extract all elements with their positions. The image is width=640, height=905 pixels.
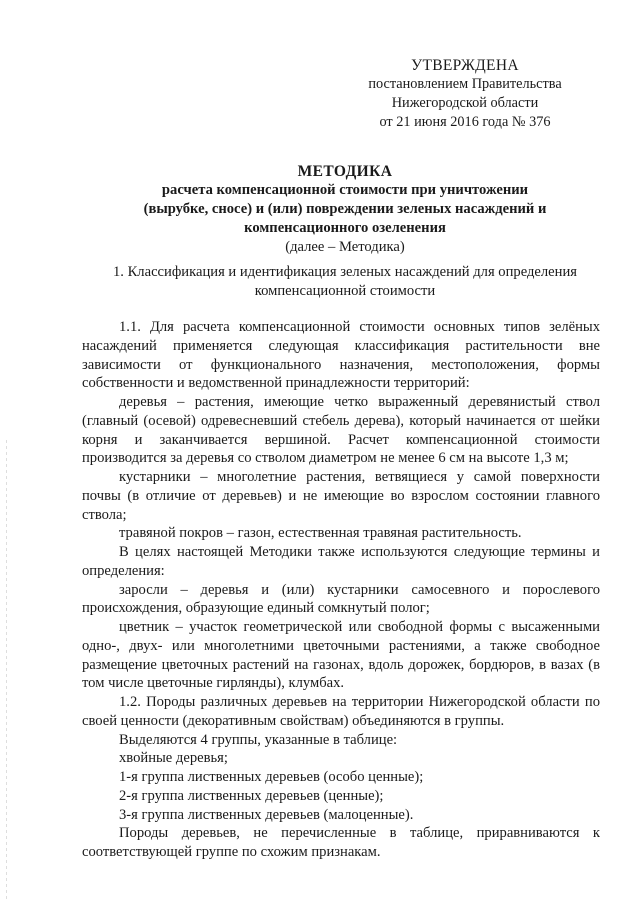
document-title-note: (далее – Методика) — [285, 239, 405, 255]
approval-line-3: от 21 июня 2016 года № 376 — [379, 114, 551, 130]
document-subtitle-1: расчета компенсационной стоимости при уничтожении — [161, 182, 529, 198]
list-item: 1-я группа лиственных деревьев (особо ценные); — [119, 769, 424, 785]
list-item: 2-я группа лиственных деревьев (ценные); — [119, 787, 384, 804]
approval-heading: УТВЕРЖДЕНА — [411, 57, 519, 74]
section-heading-line-2: компенсационной стоимости — [254, 283, 436, 299]
approval-line-2: Нижегородской области — [391, 95, 539, 111]
body-text — [82, 318, 600, 862]
section-heading — [95, 263, 595, 301]
document-title-block — [90, 162, 600, 257]
paragraph: кустарники – многолетние растения, ветвящиеся у самой поверхности почвы (в отличие от деревьев) и не имеющие во взрослом состоянии главного ствола; — [82, 469, 600, 523]
paragraph: деревья – растения, имеющие четко выраженный деревянистый ствол (главный (осевой) одревесневший стебель дерева), который начинается от шейки корня и заканчивается вершиной. Расчет компенсационной стоимости производится за деревья со стволом диаметром не менее 6 см на высоте 1,3 м; — [82, 394, 600, 467]
paragraph: травяной покров – газон, естественная травяная растительность. — [119, 525, 522, 542]
paragraph: В целях настоящей Методики также используются следующие термины и определения: — [82, 544, 600, 579]
scan-edge-mark — [6, 440, 7, 900]
document-subtitle-2: (вырубке, сносе) и (или) повреждении зеленых насаждений и — [143, 201, 547, 217]
approval-stamp — [340, 56, 590, 132]
paragraph: цветник – участок геометрической или свободной формы с высаженными одно-, двух- или многолетними цветочными растениями, а также свободное размещение цветочных растений на газонах, вдоль дорожек, бордюров, в вазах (в том числе цветочные гирлянды), клумбах. — [82, 619, 600, 692]
section-heading-line-1: 1. Классификация и идентификация зеленых насаждений для определения — [112, 264, 577, 280]
paragraph: 1.2. Породы различных деревьев на территории Нижегородской области по своей ценности (декоративным свойствам) объединяются в группы. — [82, 694, 600, 729]
list-item: хвойные деревья; — [119, 750, 228, 767]
document-subtitle-3: компенсационного озеленения — [244, 220, 446, 236]
paragraph: заросли – деревья и (или) кустарники самосевного и порослевого происхождения, образующие единый сомкнутый полог; — [82, 581, 600, 617]
paragraph: 1.1. Для расчета компенсационной стоимости основных типов зелёных насаждений применяется следующая классификация растительности вне зависимости от функционального назначения, местоположения, формы собственности и ведомственной принадлежности территорий: — [82, 319, 600, 392]
paragraph: Породы деревьев, не перечисленные в таблице, приравниваются к соответствующей группе по схожим признакам. — [82, 825, 600, 860]
document-title: МЕТОДИКА — [297, 163, 393, 180]
list-item: 3-я группа лиственных деревьев (малоценные). — [119, 806, 414, 823]
approval-line-1: постановлением Правительства — [368, 76, 562, 92]
paragraph: Выделяются 4 группы, указанные в таблице: — [119, 731, 398, 748]
